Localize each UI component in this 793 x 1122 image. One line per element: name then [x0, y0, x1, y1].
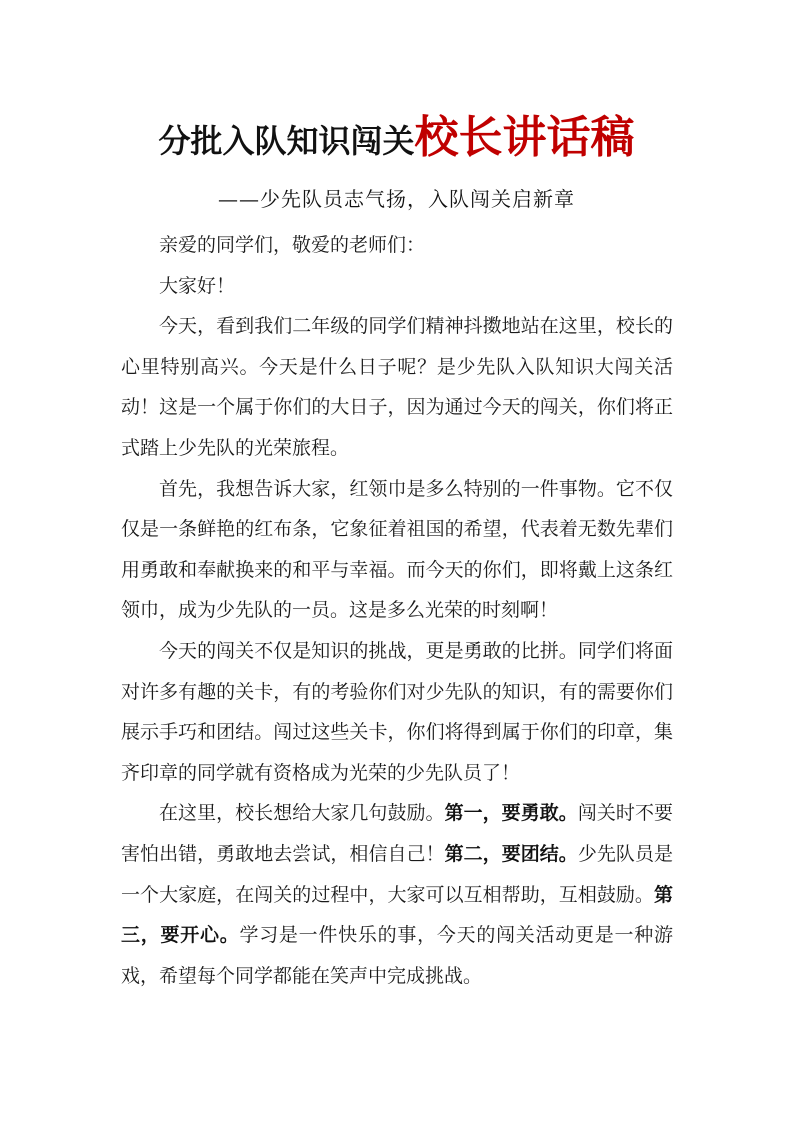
- p4-bold-3: 第三，要开心。: [121, 883, 673, 947]
- p4-text-1: 在这里，校长想给大家几句鼓励。: [159, 802, 445, 825]
- p4-text-4: 学习是一件快乐的事，今天的闯关活动更是一种游戏，希望每个同学都能在笑声中完成挑战。: [121, 924, 673, 987]
- paragraph-4: [121, 793, 673, 996]
- p4-text-3: 少先队员是一个大家庭，在闯关的过程中，大家可以互相帮助，互相鼓励。: [121, 842, 673, 906]
- document-title: [0, 108, 793, 177]
- p4-text-2: 闯关时不要害怕出错，勇敢地去尝试，相信自己！: [121, 802, 673, 865]
- paragraph-1: 今天，看到我们二年级的同学们精神抖擞地站在这里，校长的心里特别高兴。今天是什么日子呢？是少先队入队知识大闯关活动！这是一个属于你们的大日子，因为通过今天的闯关，你们将正式踏上少先队的光荣旅程。: [121, 315, 673, 459]
- hello: 大家好！: [159, 274, 236, 297]
- p4-bold-1: 第一，要勇敢。: [444, 802, 578, 825]
- paragraph-2: 首先，我想告诉大家，红领巾是多么特别的一件事物。它不仅仅是一条鲜艳的红布条，它象征着祖国的希望，代表着无数先辈们用勇敢和奉献换来的和平与幸福。而今天的你们，即将戴上这条红领巾，成为少先队的一员。这是多么光荣的时刻啊！: [121, 477, 673, 622]
- title-part-red: 校长讲话稿: [414, 112, 635, 163]
- p4-bold-2: 第二，要团结。: [444, 842, 578, 865]
- document-body: [121, 225, 673, 996]
- title-part-black: 分批入队知识闯关: [158, 122, 415, 160]
- document-subtitle: ——少先队员志气扬，入队闯关启新章: [218, 187, 575, 211]
- greeting: 亲爱的同学们，敬爱的老师们：: [159, 234, 426, 256]
- paragraph-3: 今天的闯关不仅是知识的挑战，更是勇敢的比拼。同学们将面对许多有趣的关卡，有的考验你们对少先队的知识，有的需要你们展示手巧和团结。闯过这些关卡，你们将得到属于你们的印章，集齐印章的同学就有资格成为光荣的少先队员了！: [121, 639, 673, 784]
